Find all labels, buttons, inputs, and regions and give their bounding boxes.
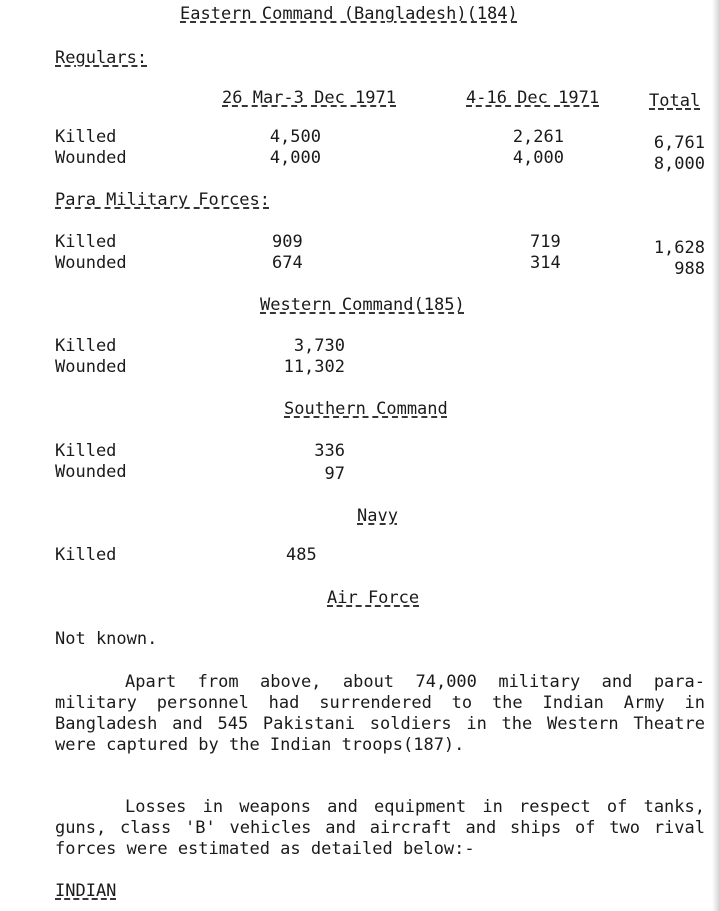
para-wounded-period-1: 674: [272, 253, 303, 273]
regulars-heading: Regulars:: [55, 48, 148, 68]
para-wounded-total: 988: [674, 259, 705, 279]
regulars-killed-period-2: 2,261: [512, 127, 564, 147]
western-killed-value: 3,730: [293, 336, 345, 356]
regulars-wounded-label: Wounded: [55, 148, 127, 168]
southern-command-title: Southern Command: [284, 399, 448, 419]
regulars-killed-period-1: 4,500: [269, 127, 321, 147]
western-command-title: Western Command(185): [260, 295, 465, 315]
paragraph-losses-text: Losses in weapons and equipment in respect of tanks, guns, class 'B' vehicles and aircraft and ships of two rival forces were estimated as detailed below:-: [55, 797, 705, 859]
regulars-killed-total: 6,761: [653, 133, 705, 153]
page-edge-shadow: [712, 0, 720, 911]
regulars-wounded-total: 8,000: [653, 154, 705, 174]
para-killed-total: 1,628: [653, 238, 705, 258]
column-header-total: Total: [649, 91, 701, 111]
indian-heading: INDIAN: [55, 881, 117, 901]
western-wounded-label: Wounded: [55, 357, 127, 377]
column-header-period-1: 26 Mar-3 Dec 1971: [222, 88, 396, 108]
navy-killed-label: Killed: [55, 545, 117, 565]
navy-title: Navy: [357, 506, 398, 526]
western-wounded-value: 11,302: [283, 357, 345, 377]
paragraph-surrendered-text: Apart from above, about 74,000 military and para-military personnel had surrendered to the Indian Army in Bangladesh and 545 Pakistani soldiers in the Western Theatre were captured by the Indian troops(187).: [55, 672, 705, 755]
air-force-note: Not known.: [55, 629, 158, 649]
para-killed-period-1: 909: [272, 232, 303, 252]
regulars-wounded-period-1: 4,000: [269, 148, 321, 168]
para-wounded-period-2: 314: [530, 253, 561, 273]
paragraph-surrendered: [55, 672, 705, 756]
southern-killed-label: Killed: [55, 441, 117, 461]
western-killed-label: Killed: [55, 336, 117, 356]
southern-wounded-label: Wounded: [55, 462, 127, 482]
para-killed-period-2: 719: [530, 232, 561, 252]
regulars-killed-label: Killed: [55, 127, 117, 147]
paragraph-losses: [55, 797, 705, 860]
air-force-title: Air Force: [327, 588, 420, 608]
navy-killed-value: 485: [286, 545, 317, 565]
southern-wounded-value: 97: [324, 464, 345, 484]
column-header-period-2: 4-16 Dec 1971: [466, 88, 600, 108]
regulars-wounded-period-2: 4,000: [512, 148, 564, 168]
southern-killed-value: 336: [314, 441, 345, 461]
para-wounded-label: Wounded: [55, 253, 127, 273]
para-killed-label: Killed: [55, 232, 117, 252]
para-military-heading: Para Military Forces:: [55, 190, 270, 210]
eastern-command-title: Eastern Command (Bangladesh)(184): [180, 4, 518, 24]
